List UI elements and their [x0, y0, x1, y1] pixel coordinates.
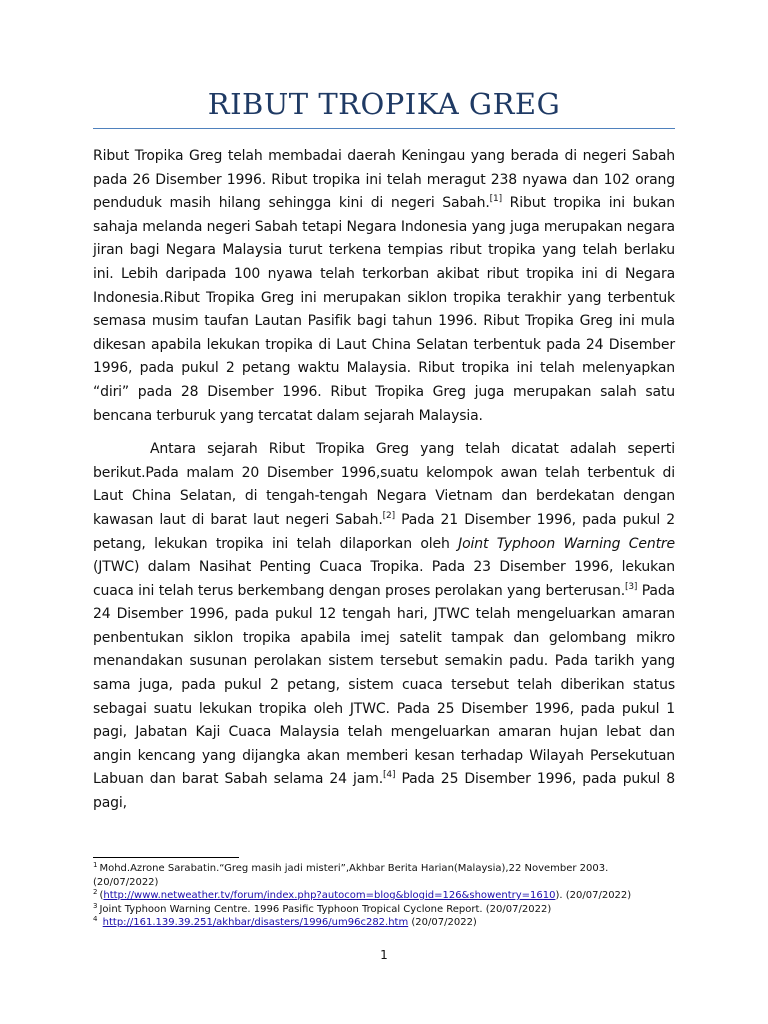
- paragraph-2-text-b: Pada 21 Disember 1996, pada pukul 2 petang, lekukan tropika ini telah dilaporkan oleh: [93, 511, 675, 552]
- footnote-ref-1[interactable]: [1]: [489, 194, 502, 205]
- footnote-number: 4: [93, 915, 98, 923]
- footnote-ref-4[interactable]: [4]: [383, 770, 396, 781]
- footnote-separator: [93, 857, 239, 858]
- footnotes: [93, 862, 693, 930]
- paragraph-2: [93, 438, 675, 816]
- paragraph-1-text-a: Ribut Tropika Greg telah membadai daerah Keningau yang berada di negeri Sabah pada 26 Disember 1996. Ribut tropika ini telah meragut 238 nyawa dan 102 orang penduduk masih hilang sehingga kini di negeri Sabah.: [93, 148, 675, 212]
- page-title: RIBUT TROPIKA GREG: [207, 87, 561, 121]
- footnote-number: 3: [93, 901, 98, 910]
- paragraph-2-text-c: (JTWC) dalam Nasihat Penting Cuaca Tropika. Pada 23 Disember 1996, lekukan cuaca ini telah terus berkembang dengan proses perolakan yang berterusan.: [93, 559, 675, 599]
- jtwc-italic: Joint Typhoon Warning Centre: [458, 535, 675, 552]
- title-underline: [93, 128, 675, 129]
- footnote-link[interactable]: http://www.netweather.tv/forum/index.php?autocom=blog&blogid=126&showentry=1610: [103, 890, 556, 901]
- footnote-4: [93, 916, 693, 930]
- footnote-text: (: [99, 890, 104, 901]
- footnote-1: [93, 862, 653, 889]
- page-number: 1: [380, 948, 388, 962]
- paragraph-1: [93, 145, 675, 428]
- paragraph-2-text-e: Pada 25 Disember 1996, pada pukul 8 pagi,: [93, 771, 676, 812]
- footnote-ref-2[interactable]: [2]: [382, 510, 395, 521]
- footnote-number: 1: [93, 861, 98, 869]
- footnote-number: 2: [93, 888, 98, 896]
- footnote-link[interactable]: http://161.139.39.251/akhbar/disasters/1996/um96c282.htm: [102, 917, 409, 928]
- footnote-3: [93, 903, 693, 917]
- paragraph-2-text-a: Antara sejarah Ribut Tropika Greg yang telah dicatat adalah seperti berikut.Pada malam 20 Disember 1996,suatu kelompok awan telah terbentuk di Laut China Selatan, di tengah-tengah Negara Vietnam dan berdekatan dengan kawasan laut di barat laut negeri Sabah.: [93, 441, 675, 528]
- document-body: [93, 145, 675, 816]
- footnote-text: Mohd.Azrone Sarabatin.“Greg masih jadi misteri”,Akhbar Berita Harian(Malaysia),22 November 2003. (20/07/2022): [93, 863, 609, 888]
- footnote-text-after: (20/07/2022): [408, 917, 477, 928]
- paragraph-2-text-d: Pada 24 Disember 1996, pada pukul 12 tengah hari, JTWC telah mengeluarkan amaran penbentukan siklon tropika apabila imej satelit tampak dan gelombang mikro menandakan susunan perolakan sistem tersebut semakin padu. Pada tarikh yang sama juga, pada pukul 2 petang, sistem cuaca tersebut telah diberikan status sebagai suatu lekukan tropika oleh JTWC. Pada 25 Disember 1996, pada pukul 1 pagi, Jabatan Kaji Cuaca Malaysia telah mengeluarkan amaran hujan lebat dan angin kencang yang dijangka akan memberi kesan terhadap Wilayah Persekutuan Labuan dan barat Sabah selama 24 jam.: [93, 582, 675, 788]
- paragraph-1-text-b: Ribut tropika ini bukan sahaja melanda negeri Sabah tetapi Negara Indonesia yang juga merupakan negara jiran bagi Negara Malaysia turut terkena tempias ribut tropika yang telah berlaku ini. Lebih daripada 100 nyawa telah terkorban akibat ribut tropika ini di Negara Indonesia.Ribut Tropika Greg ini merupakan siklon tropika terakhir yang terbentuk semasa musim taufan Lautan Pasifik bagi tahun 1996. Ribut Tropika Greg ini mula dikesan apabila lekukan tropika di Laut China Selatan terbentuk pada 24 Disember 1996, pada pukul 2 petang waktu Malaysia. Ribut tropika ini telah melenyapkan “diri” pada 28 Disember 1996. Ribut Tropika Greg juga merupakan salah satu bencana terburuk yang tercatat dalam sejarah Malaysia.: [93, 195, 676, 424]
- footnote-ref-3[interactable]: [3]: [625, 581, 638, 592]
- footnote-2: [93, 889, 693, 903]
- footnote-text-after: ). (20/07/2022): [555, 890, 632, 901]
- footnote-text: Joint Typhoon Warning Centre. 1996 Pasific Typhoon Tropical Cyclone Report. (20/07/2022): [99, 903, 552, 915]
